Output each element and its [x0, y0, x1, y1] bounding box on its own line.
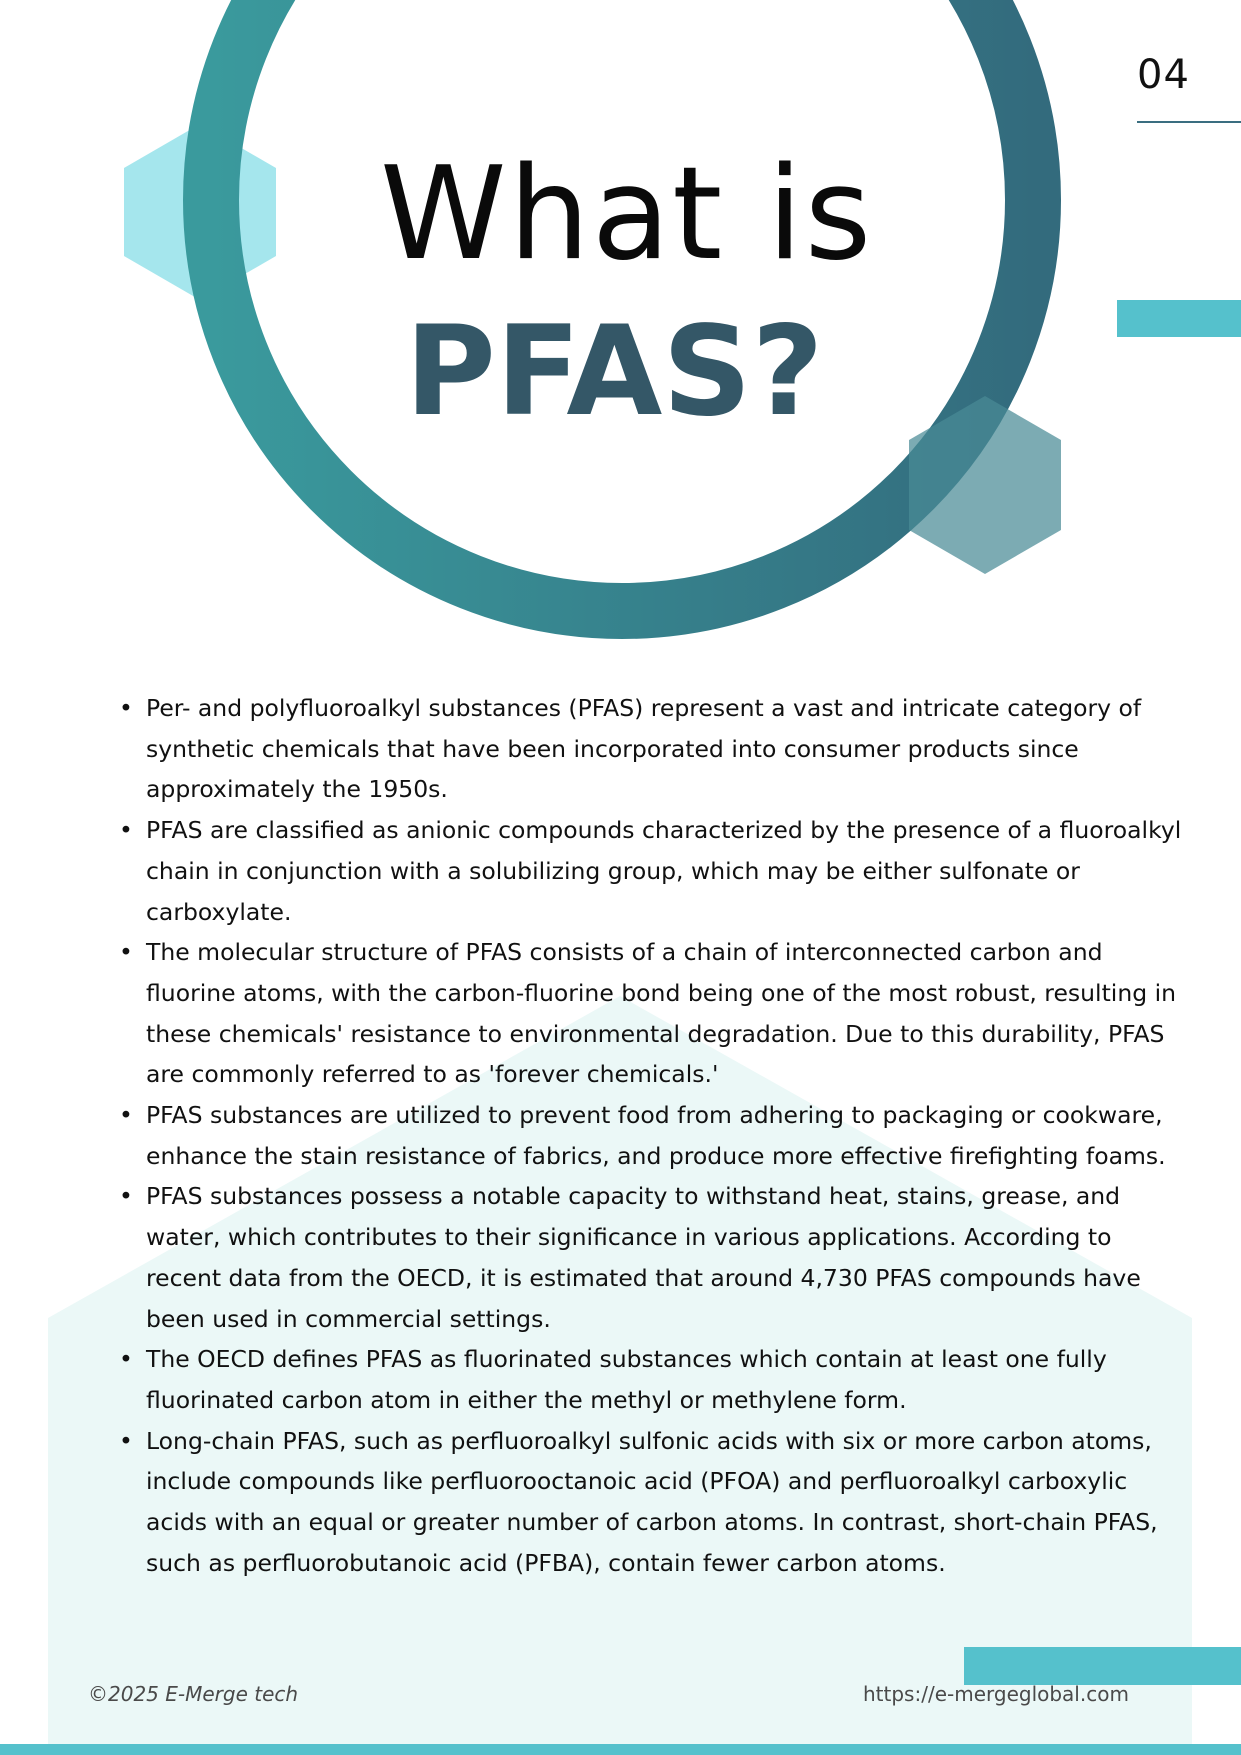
accent-bar-right — [1117, 300, 1241, 337]
bullet-list — [109, 688, 1186, 1583]
bottom-strip — [0, 1744, 1241, 1755]
page-title-line2: PFAS? — [405, 300, 824, 444]
footer-url-link[interactable]: https://e-mergeglobal.com — [863, 1682, 1129, 1706]
page-number: 04 — [1137, 52, 1190, 98]
page-title-line1: What is — [380, 140, 874, 289]
dark-hexagon-shape — [909, 396, 1061, 574]
footer-copyright: ©2025 E-Merge tech — [88, 1682, 299, 1706]
list-item: • Per- and polyfluoroalkyl substances (PFAS) represent a vast and intricate category of synthetic chemicals that have been incorporated into consumer products since approximately the 1950s. — [146, 688, 1186, 810]
list-item: • PFAS substances are utilized to prevent food from adhering to packaging or cookware, enhance the stain resistance of fabrics, and produce more effective firefighting foams. — [146, 1095, 1186, 1176]
page-number-underline — [1137, 121, 1241, 123]
list-item: • The molecular structure of PFAS consists of a chain of interconnected carbon and fluorine atoms, with the carbon-fluorine bond being one of the most robust, resulting in these chemicals' resistance to environmental degradation. Due to this durability, PFAS are commonly referred to as 'forever chemicals.' — [146, 932, 1186, 1095]
list-item: • PFAS substances possess a notable capacity to withstand heat, stains, grease, and water, which contributes to their significance in various applications. According to recent data from the OECD, it is estimated that around 4,730 PFAS compounds have been used in commercial settings. — [146, 1176, 1186, 1339]
accent-bar-bottom — [964, 1647, 1241, 1685]
list-item: • The OECD defines PFAS as fluorinated substances which contain at least one fully fluorinated carbon atom in either the methyl or methylene form. — [146, 1339, 1186, 1420]
list-item: • Long-chain PFAS, such as perfluoroalkyl sulfonic acids with six or more carbon atoms, include compounds like perfluorooctanoic acid (PFOA) and perfluoroalkyl carboxylic acids with an equal or greater number of carbon atoms. In contrast, short-chain PFAS, such as perfluorobutanoic acid (PFBA), contain fewer carbon atoms. — [146, 1421, 1186, 1584]
list-item: • PFAS are classified as anionic compounds characterized by the presence of a fluoroalkyl chain in conjunction with a solubilizing group, which may be either sulfonate or carboxylate. — [146, 810, 1186, 932]
